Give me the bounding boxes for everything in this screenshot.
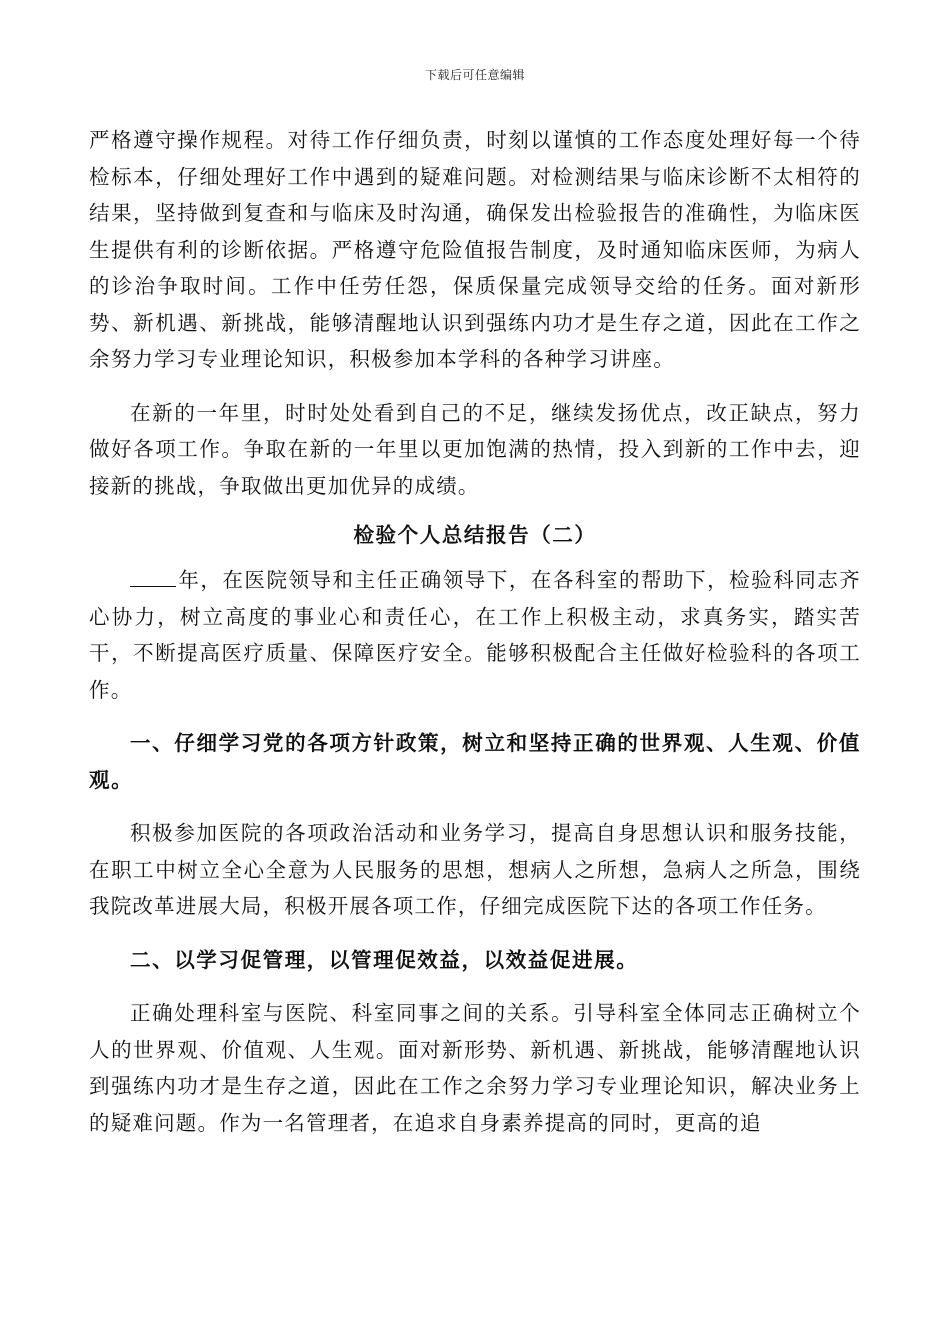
paragraph-intro-text: 年，在医院领导和主任正确领导下，在各科室的帮助下，检验科同志齐心协力，树立高度的事业心和责任心，在工作上积极主动，求真务实，踏实苦干，不断提高医疗质量、保障医疗安全。能够积极配合主任做好检验科的各项工作。 — [89, 568, 861, 702]
document-body — [89, 122, 861, 1141]
heading-one: 一、仔细学习党的各项方针政策，树立和坚持正确的世界观、人生观、价值观。 — [89, 731, 861, 792]
heading-two: 二、以学习促管理，以管理促效益，以效益促进展。 — [130, 947, 639, 972]
year-blank — [130, 568, 176, 587]
paragraph-management: 正确处理科室与医院、科室同事之间的关系。引导科室全体同志正确树立个人的世界观、价值观、人生观。面对新形势、新机遇、新挑战，能够清醒地认识到强练内功才是生存之道，因此在工作之余努力学习专业理论知识，解决业务上的疑难问题。作为一名管理者，在追求自身素养提高的同时，更高的追 — [89, 1001, 861, 1135]
paragraph-continued: 严格遵守操作规程。对待工作仔细负责，时刻以谨慎的工作态度处理好每一个待检标本，仔细处理好工作中遇到的疑难问题。对检测结果与临床诊断不太相符的结果，坚持做到复查和与临床及时沟通，确保发出检验报告的准确性，为临床医生提供有利的诊断依据。严格遵守危险值报告制度，及时通知临床医师，为病人的诊治争取时间。工作中任劳任怨，保质保量完成领导交给的任务。面对新形势、新机遇、新挑战，能够清醒地认识到强练内功才是生存之道，因此在工作之余努力学习专业理论知识，积极参加本学科的各种学习讲座。 — [89, 128, 861, 371]
page-header-note: 下载后可任意编辑 — [424, 68, 525, 82]
paragraph-new-year: 在新的一年里，时时处处看到自己的不足，继续发扬优点，改正缺点，努力做好各项工作。争取在新的一年里以更加饱满的热情，投入到新的工作中去，迎接新的挑战，争取做出更加优异的成绩。 — [89, 400, 861, 498]
paragraph-politics: 积极参加医院的各项政治活动和业务学习，提高自身思想认识和服务技能，在职工中树立全心全意为人民服务的思想，想病人之所想，急病人之所急，围绕我院改革进展大局，积极开展各项工作，仔细完成医院下达的各项工作任务。 — [89, 821, 861, 918]
section-title: 检验个人总结报告（二） — [353, 523, 597, 547]
paragraph-intro — [89, 562, 861, 708]
